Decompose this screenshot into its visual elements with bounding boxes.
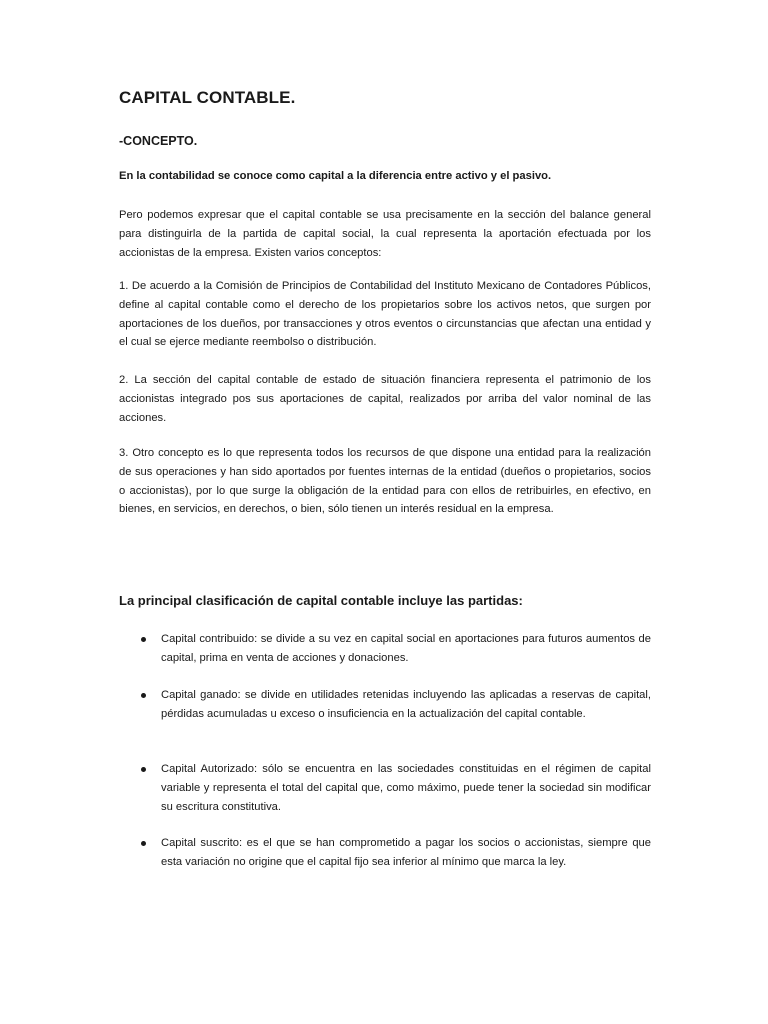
paragraph-overview: Pero podemos expresar que el capital contable se usa precisamente en la sección del balance general para distinguirla de la partida de capital social, la cual representa la aportación efectuada por los accionistas de la empresa. Existen varios conceptos: [119,209,651,259]
document-title: CAPITAL CONTABLE. [119,88,296,107]
list-item-text: Capital suscrito: es el que se han comprometido a pagar los socios o accionistas, siempre que esta variación no origine que el capital fijo sea inferior al mínimo que marca la ley. [161,837,651,868]
concept-heading: -CONCEPTO. [119,134,198,148]
paragraph-concept-1: 1. De acuerdo a la Comisión de Principios de Contabilidad del Instituto Mexicano de Contadores Públicos, define al capital contable como el derecho de los propietarios sobre los activos netos, que surgen por aportaciones de los dueños, por transacciones y otros eventos o circunstancias que afectan una entidad y el cual se ejerce mediante reembolso o distribución. [119,280,651,349]
intro-statement: En la contabilidad se conoce como capital a la diferencia entre activo y el pasivo. [119,170,552,182]
bullet-icon [141,767,146,772]
bullet-icon [141,841,146,846]
list-item-text: Capital Autorizado: sólo se encuentra en las sociedades constituidas en el régimen de capital variable y representa el total del capital que, como máximo, puede tener la sociedad sin modificar su escritura constitutiva. [161,763,651,813]
bullet-icon [141,637,146,642]
classification-heading: La principal clasificación de capital contable incluye las partidas: [119,593,523,608]
list-item-text: Capital contribuido: se divide a su vez en capital social en aportaciones para futuros aumentos de capital, prima en venta de acciones y donaciones. [161,633,651,664]
paragraph-concept-2: 2. La sección del capital contable de estado de situación financiera representa el patrimonio de los accionistas integrado pos sus aportaciones de capital, realizados por arriba del valor nominal de las acciones. [119,374,651,424]
bullet-icon [141,693,146,698]
paragraph-concept-3: 3. Otro concepto es lo que representa todos los recursos de que dispone una entidad para la realización de sus operaciones y han sido aportados por fuentes internas de la entidad (dueños o propietarios, socios o accionistas), por lo que surge la obligación de la entidad para con ellos de retribuirles, en efectivo, en bienes, en servicios, en derechos, o bien, sólo tienen un interés residual en la empresa. [119,447,651,516]
list-item-text: Capital ganado: se divide en utilidades retenidas incluyendo las aplicadas a reservas de capital, pérdidas acumuladas u exceso o insuficiencia en la actualización del capital contable. [161,689,651,720]
